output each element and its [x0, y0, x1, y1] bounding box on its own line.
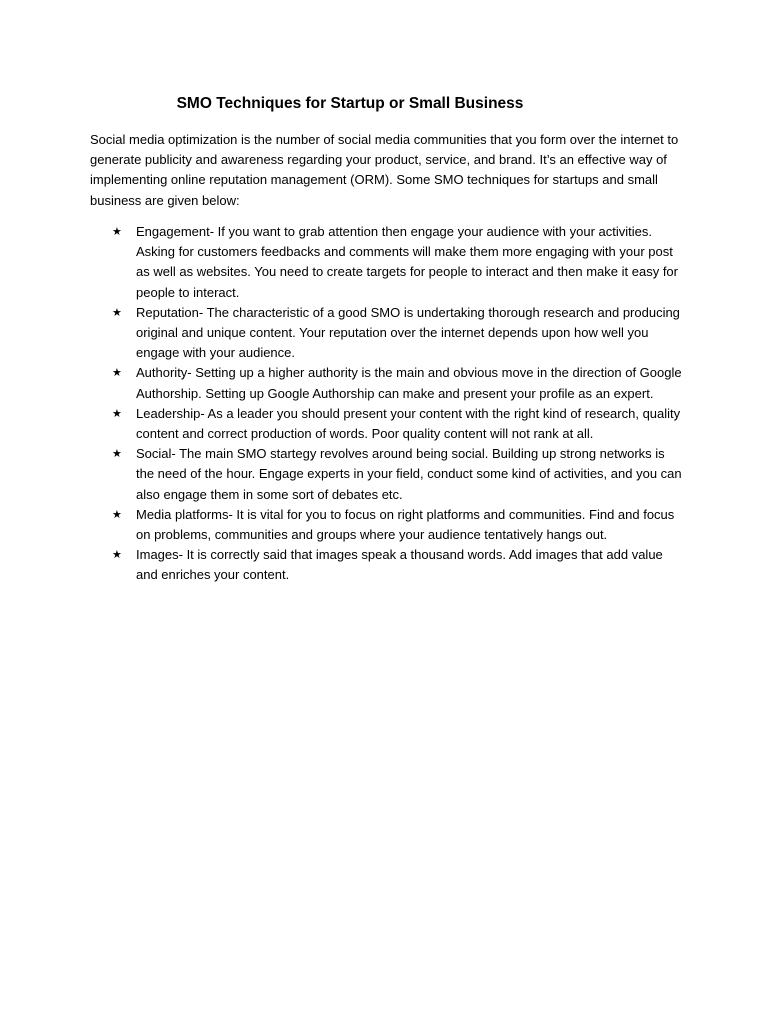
page-title: SMO Techniques for Startup or Small Business: [176, 95, 524, 112]
star-icon: ★: [112, 406, 122, 420]
list-item-text: Social- The main SMO startegy revolves around being social. Building up strong networks is the need of the hour. Engage experts in your field, conduct some kind of activities, and you can also engage them in some sort of debates etc.: [136, 446, 682, 502]
list-item-text: Leadership- As a leader you should present your content with the right kind of research, quality content and correct production of words. Poor quality content will not rank at all.: [136, 405, 681, 442]
list-item: [0, 363, 768, 403]
list-item-text: Authority- Setting up a higher authority is the main and obvious move in the direction of Google Authorship. Setting up Google Authorship can make and present your profile as an expert.: [136, 365, 682, 401]
star-icon: ★: [112, 548, 122, 562]
list-item: [0, 444, 768, 505]
star-icon: ★: [112, 507, 122, 521]
list-item: [0, 404, 768, 444]
list-item: [0, 222, 768, 303]
star-icon: ★: [112, 447, 122, 461]
list-item: [0, 303, 768, 364]
intro-paragraph: Social media optimization is the number of social media communities that you form over the internet to generate publicity and awareness regarding your product, service, and brand. It’s an effective way of implementing online reputation management (ORM). Some SMO techniques for startups and small business are given below:: [90, 132, 679, 208]
star-icon: ★: [112, 305, 122, 319]
list-item-text: Images- It is correctly said that images speak a thousand words. Add images that add value and enriches your content.: [136, 547, 663, 583]
bullet-list: [0, 222, 768, 586]
star-icon: ★: [112, 366, 122, 380]
list-item-text: Reputation- The characteristic of a good SMO is undertaking thorough research and producing original and unique content. Your reputation over the internet depends upon how well you engage with your audience.: [136, 304, 680, 361]
list-item-text: Media platforms- It is vital for you to focus on right platforms and communities. Find and focus on problems, communities and groups where your audience tentatively hangs out.: [136, 506, 675, 543]
list-item: [0, 545, 768, 585]
star-icon: ★: [112, 225, 122, 238]
list-item: [0, 505, 768, 545]
list-item-text: Engagement- If you want to grab attention then engage your audience with your activities. Asking for customers feedbacks and comments will make them more engaging with your post as well as websites. You need to create targets for people to interact and then make it easy for people to interact.: [136, 224, 678, 300]
